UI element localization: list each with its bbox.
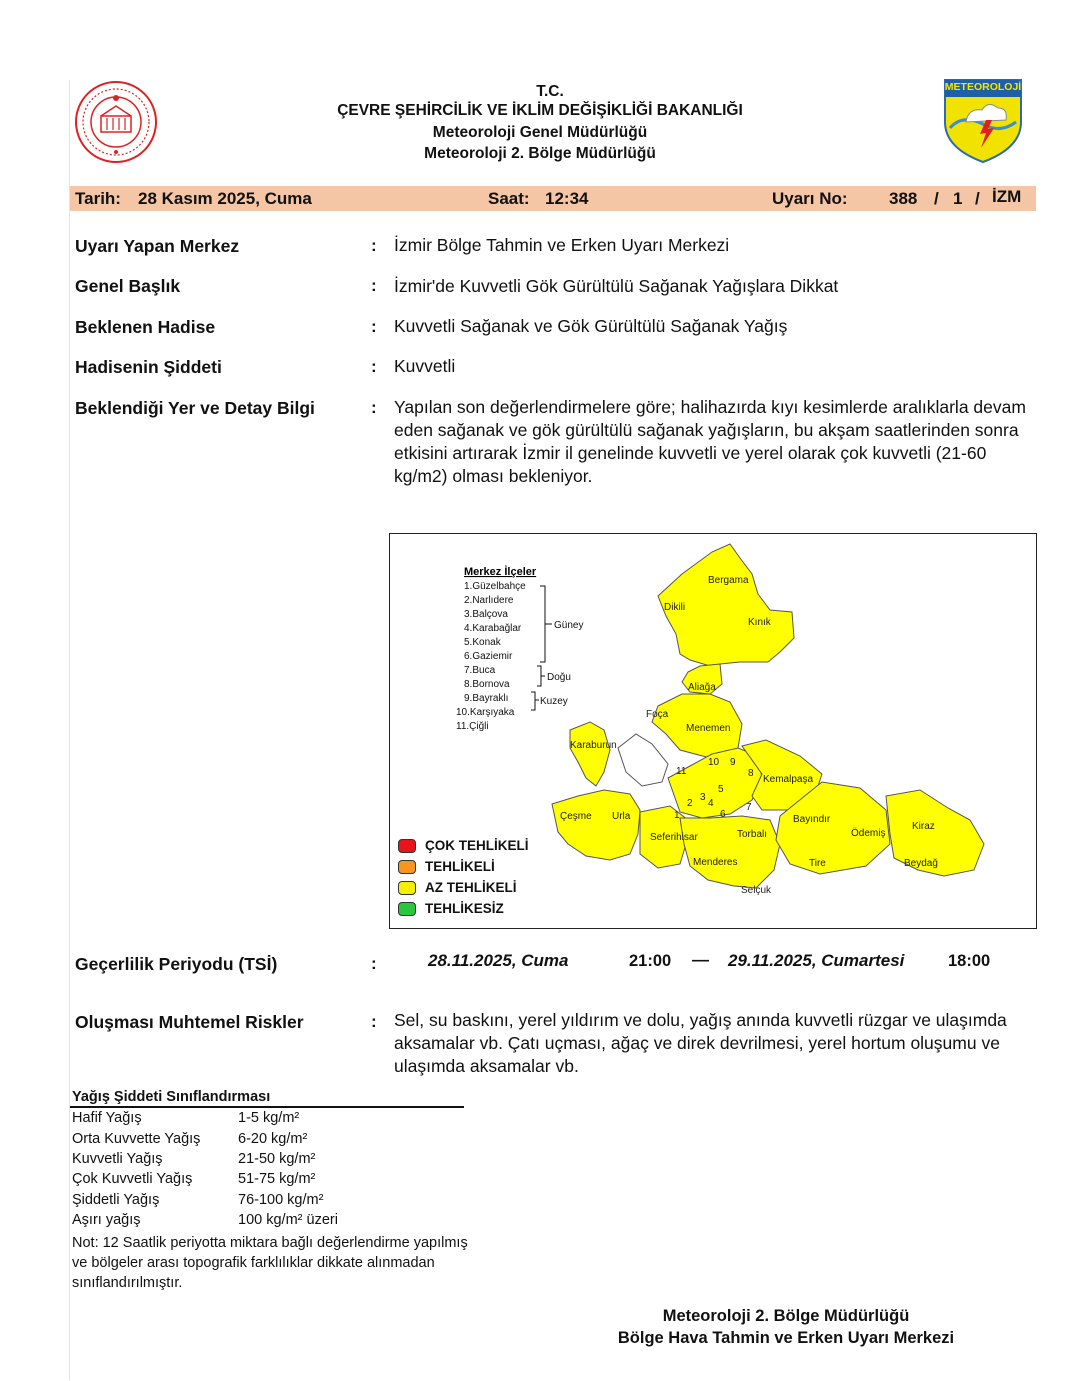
center-district-item: 8.Bornova (464, 679, 510, 690)
group-label-north: Kuzey (540, 696, 568, 707)
risks-colon: : (371, 1012, 377, 1031)
field-value-general-title: İzmir'de Kuvvetli Gök Gürültülü Sağanak Yağışlara Dikkat (394, 276, 839, 296)
field-colon: : (371, 357, 377, 376)
classification-row-range: 76-100 kg/m² (238, 1192, 324, 1208)
gulf-water (618, 734, 668, 786)
classification-row-name: Çok Kuvvetli Yağış (72, 1171, 193, 1187)
field-colon: : (371, 317, 377, 336)
classification-row-name: Kuvvetli Yağış (72, 1151, 163, 1167)
district-label-bayindir: Bayındır (793, 814, 831, 825)
classification-row-range: 21-50 kg/m² (238, 1151, 316, 1167)
legend-swatch-yellow (398, 881, 416, 895)
field-colon: : (371, 276, 377, 295)
legend-swatch-orange (398, 860, 416, 874)
risks-value: Sel, su baskını, yerel yıldırım ve dolu, yağış anında kuvvetli rüzgar ve ulaşımda aksamalar vb. Çatı uçması, ağaç ve direk devrilmesi, yerel hortum oluşumu ve ulaşımda aksamalar vb. (394, 1010, 1007, 1076)
field-label-severity: Hadisenin Şiddeti (75, 357, 222, 377)
district-label-urla: Urla (612, 811, 631, 822)
group-label-east: Doğu (547, 672, 571, 683)
validity-end-date: 29.11.2025, Cumartesi (728, 951, 905, 970)
field-label-general-title: Genel Başlık (75, 276, 181, 296)
field-value-expected-event: Kuvvetli Sağanak ve Gök Gürültülü Sağanak Yağış (394, 316, 788, 336)
header-regional-directorate: Meteoroloji 2. Bölge Müdürlüğü (424, 145, 656, 162)
district-label-bergama: Bergama (708, 575, 749, 586)
field-value-location-detail: Yapılan son değerlendirmelere göre; halihazırda kıyı kesimlerde aralıklarla devam eden sağanak ve gök gürültülü sağanak yağışların, bu akşam saatlerinden sonra etkisini artırarak İzmir il genelinde kuvvetli ve yerel olarak çok kuvvetli (21-60 kg/m2) olması bekleniyor. (394, 397, 1026, 486)
center-district-item: 10.Karşıyaka (456, 707, 515, 718)
center-district-item: 11.Çiğli (456, 721, 489, 732)
district-label-menemen: Menemen (686, 723, 731, 734)
map-number: 5 (718, 784, 724, 795)
warning-city: İZM (992, 187, 1022, 206)
validity-start-date: 28.11.2025, Cuma (428, 951, 569, 970)
validity-colon: : (371, 954, 377, 973)
legend-less-dangerous: AZ TEHLİKELİ (398, 880, 517, 900)
meteoroloji-logo-text: METEOROLOJİ (944, 81, 1022, 93)
district-label-kiraz: Kiraz (912, 821, 935, 832)
warning-separator-2: / (975, 189, 980, 208)
center-district-item: 7.Buca (464, 665, 496, 676)
meteoroloji-shield-logo (942, 78, 1024, 164)
district-label-seferihisar: Seferihisar (650, 832, 698, 843)
center-district-item: 2.Narlıdere (464, 595, 514, 606)
field-colon: : (371, 236, 377, 255)
district-label-cesme: Çeşme (560, 811, 592, 822)
field-label-location-detail: Beklendiği Yer ve Detay Bilgi (75, 398, 315, 418)
validity-start-time: 21:00 (629, 952, 672, 970)
header-general-directorate: Meteoroloji Genel Müdürlüğü (432, 124, 648, 141)
center-district-item: 4.Karabağlar (464, 623, 522, 634)
time-label: Saat: (488, 189, 530, 208)
district-label-beydag: Beydağ (904, 858, 938, 869)
classification-title-rule (70, 1106, 464, 1108)
map-number: 10 (708, 757, 720, 768)
classification-row-name: Aşırı yağış (72, 1212, 141, 1228)
center-districts-title: Merkez İlçeler (464, 566, 537, 578)
risks-label: Oluşması Muhtemel Riskler (75, 1012, 304, 1032)
warning-number: 388 (889, 189, 918, 208)
classification-row-range: 6-20 kg/m² (238, 1131, 308, 1147)
map-number: 1 (674, 810, 680, 821)
warning-map (389, 533, 1037, 929)
legend-not-dangerous: TEHLİKESİZ (398, 901, 504, 921)
center-district-item: 9.Bayraklı (464, 693, 509, 704)
classification-row-range: 51-75 kg/m² (238, 1171, 316, 1187)
header-ministry: ÇEVRE ŞEHİRCİLİK VE İKLİM DEĞİŞİKLİĞİ BAKANLIĞI (337, 102, 743, 119)
district-label-odemis: Ödemiş (851, 828, 886, 839)
group-label-south: Güney (554, 620, 584, 631)
district-label-karaburun: Karaburun (570, 740, 617, 751)
field-label-issuing-center: Uyarı Yapan Merkez (75, 236, 240, 256)
classification-row-name: Hafif Yağış (72, 1110, 142, 1126)
region-urla-cesme (552, 790, 640, 860)
map-number: 11 (676, 766, 687, 777)
warning-sub-number: 1 (953, 189, 963, 208)
region-menderes-torbali (680, 816, 780, 888)
footer-directorate: Meteoroloji 2. Bölge Müdürlüğü (662, 1307, 910, 1325)
classification-row-name: Şiddetli Yağış (72, 1192, 160, 1208)
classification-row-range: 1-5 kg/m² (238, 1110, 300, 1126)
field-colon: : (371, 398, 377, 417)
page-left-border (69, 80, 70, 1380)
time-value: 12:34 (545, 189, 589, 208)
map-number: 4 (708, 798, 714, 809)
classification-note: Not: 12 Saatlik periyotta miktara bağlı değerlendirme yapılmış ve bölgeler arası topografik farklılıklar dikkate alınmadan sınıflandırılmıştır. (72, 1235, 468, 1291)
legend-dangerous: TEHLİKELİ (398, 859, 495, 879)
warning-separator-1: / (934, 189, 939, 208)
center-district-item: 5.Konak (464, 637, 501, 648)
district-label-kemalpasa: Kemalpaşa (763, 774, 814, 785)
validity-end-time: 18:00 (948, 952, 991, 970)
district-label-aliaga: Aliağa (688, 682, 716, 693)
map-number: 9 (730, 757, 736, 768)
warning-label: Uyarı No: (772, 189, 848, 208)
map-number: 8 (748, 768, 754, 779)
date-value: 28 Kasım 2025, Cuma (138, 189, 312, 208)
footer-forecast-center: Bölge Hava Tahmin ve Erken Uyarı Merkezi (617, 1329, 955, 1347)
district-label-menderes: Menderes (693, 857, 738, 868)
legend-very-dangerous: ÇOK TEHLİKELİ (398, 838, 529, 858)
map-number: 6 (720, 809, 726, 820)
center-district-item: 3.Balçova (464, 609, 508, 620)
district-label-dikili: Dikili (664, 602, 686, 613)
field-value-issuing-center: İzmir Bölge Tahmin ve Erken Uyarı Merkezi (394, 235, 730, 255)
center-district-item: 1.Güzelbahçe (464, 581, 526, 592)
field-label-expected-event: Beklenen Hadise (75, 317, 216, 337)
district-label-tire: Tire (809, 858, 826, 869)
field-value-severity: Kuvvetli (394, 356, 456, 376)
validity-label: Geçerlilik Periyodu (TSİ) (75, 954, 278, 974)
validity-dash: — (692, 950, 709, 969)
district-label-kinik: Kınık (748, 617, 771, 628)
legend-swatch-green (398, 902, 416, 916)
map-number: 7 (746, 802, 752, 813)
header-tc: T.C. (536, 83, 564, 100)
district-label-foca: Foça (646, 709, 669, 720)
date-label: Tarih: (75, 189, 121, 208)
classification-row-name: Orta Kuvvette Yağış (72, 1131, 201, 1147)
classification-row-range: 100 kg/m² üzeri (238, 1212, 338, 1228)
map-number: 3 (700, 792, 706, 803)
info-bar (70, 186, 1036, 211)
legend-swatch-red (398, 839, 416, 853)
classification-title: Yağış Şiddeti Sınıflandırması (72, 1089, 271, 1105)
map-number: 2 (687, 798, 693, 809)
district-label-selcuk: Selçuk (741, 885, 772, 896)
district-label-torbali: Torbalı (737, 829, 768, 840)
region-karaburun (570, 722, 610, 786)
center-district-item: 6.Gaziemir (464, 651, 513, 662)
